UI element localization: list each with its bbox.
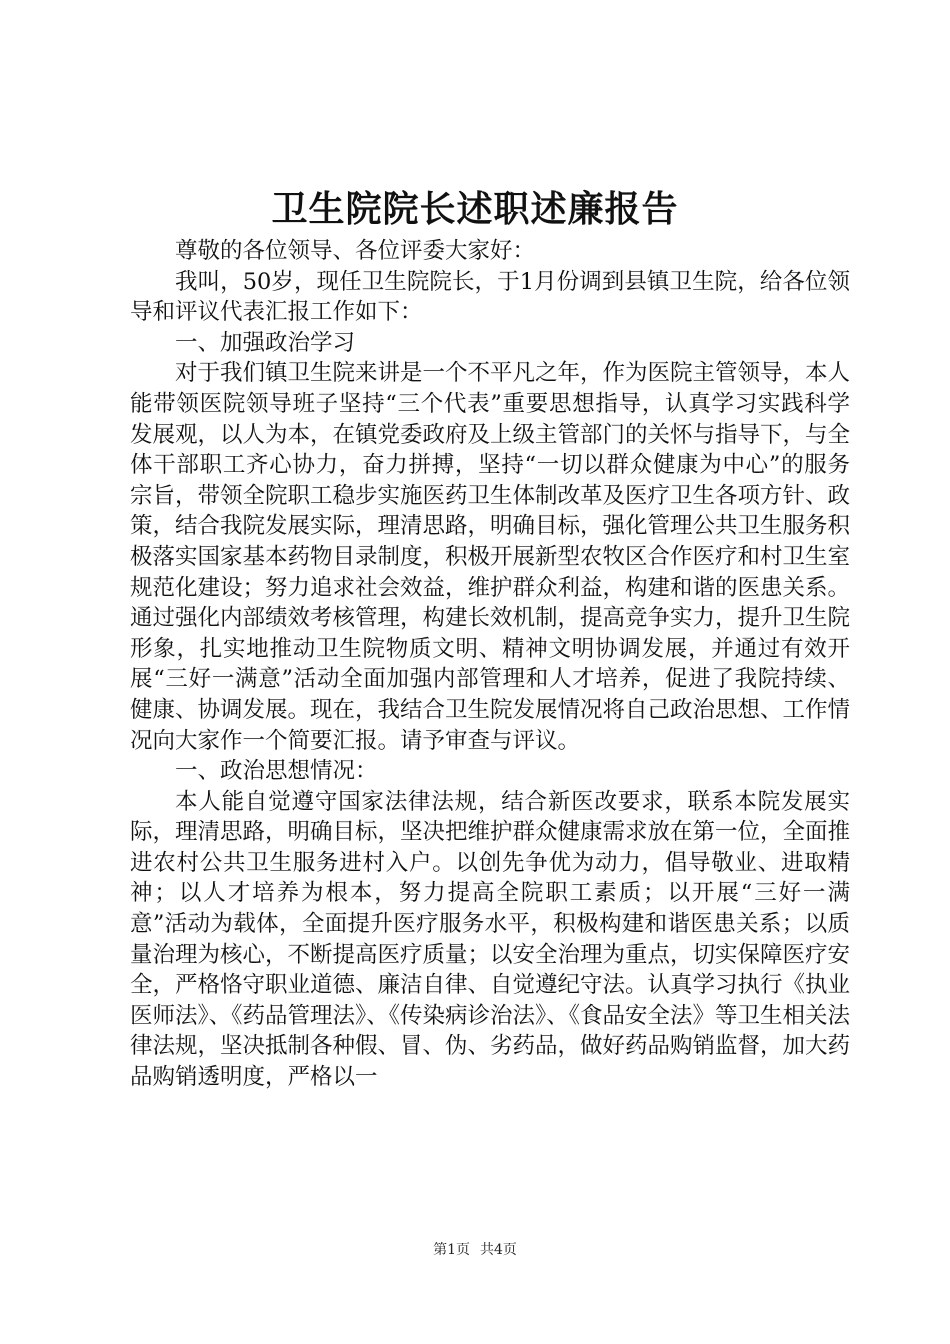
page-total: 共4页 — [480, 1242, 517, 1258]
document-title: 卫生院院长述职述廉报告 — [271, 188, 679, 230]
section-heading-political-thought: 一、政治思想情况： — [175, 758, 378, 785]
greeting-paragraph: 尊敬的各位领导、各位评委大家好： — [175, 238, 536, 264]
intro-paragraph: 我叫，50岁，现任卫生院院长，于1月份调到县镇卫生院，给各位领导和评议代表汇报工作如下： — [130, 268, 850, 326]
body-paragraph: 对于我们镇卫生院来讲是一个不平凡之年，作为医院主管领导，本人能带领医院领导班子坚持“三个代表”重要思想指导，认真学习实践科学发展观，以人为本，在镇党委政府及上级主管部门的关怀与指导下，与全体干部职工齐心协力，奋力拼搏，坚持“一切以群众健康为中心”的服务宗旨，带领全院职工稳步实施医药卫生体制改革及医疗卫生各项方针、政策，结合我院发展实际，理清思路，明确目标，强化管理公共卫生服务积极落实国家基本药物目录制度，积极开展新型农牧区合作医疗和村卫生室规范化建设；努力追求社会效益，维护群众利益，构建和谐的医患关系。通过强化内部绩效考核管理，构建长效机制，提高竞争实力，提升卫生院形象，扎实地推动卫生院物质文明、精神文明协调发展，并通过有效开展“三好一满意”活动全面加强内部管理和人才培养，促进了我院持续、健康、协调发展。现在，我结合卫生院发展情况将自己政治思想、工作情况向大家作一个简要汇报。请予审查与评议。 — [130, 360, 851, 754]
document-body — [130, 236, 850, 1093]
page-footer — [0, 1240, 950, 1260]
section-heading-political-study: 一、加强政治学习 — [175, 329, 356, 356]
page-number: 第1页 — [433, 1242, 470, 1258]
body-paragraph: 本人能自觉遵守国家法律法规，结合新医改要求，联系本院发展实际，理清思路，明确目标，坚决把维护群众健康需求放在第一位，全面推进农村公共卫生服务进村入户。以创先争优为动力，倡导敬业、进取精神；以人才培养为根本，努力提高全院职工素质；以开展“三好一满意”活动为载体，全面提升医疗服务水平，积极构建和谐医患关系；以质量治理为核心，不断提高医疗质量；以安全治理为重点，切实保障医疗安全，严格恪守职业道德、廉洁自律、自觉遵纪守法。认真学习执行《执业医师法》、《药品管理法》、《传染病诊治法》、《食品安全法》等卫生相关法律法规，坚决抵制各种假、冒、伪、劣药品，做好药品购销监督，加大药品购销透明度，严格以一 — [130, 788, 851, 1091]
